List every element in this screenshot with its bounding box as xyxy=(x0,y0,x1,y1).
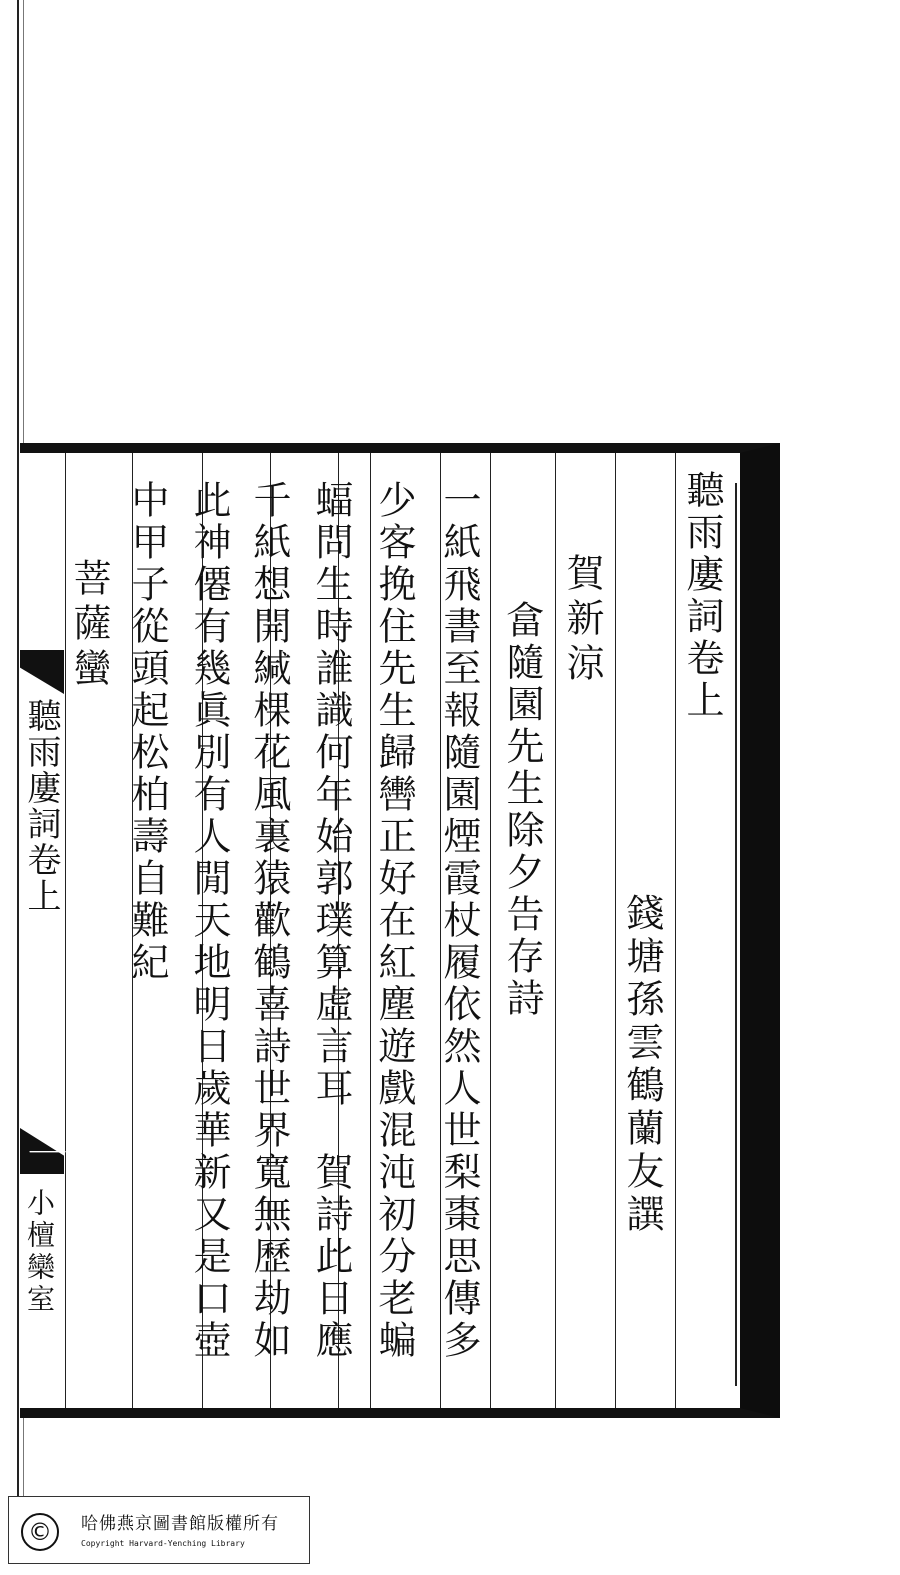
poem-line: 蝠問生時誰識何年始郭璞算虛言耳 賀詩此日應 xyxy=(309,480,353,1362)
poem-preface: 畣隨園先生除夕告存詩 xyxy=(500,600,544,1020)
fold-title: 聽雨廔詞卷上 xyxy=(21,698,61,914)
poem-title: 賀新涼 xyxy=(560,553,604,688)
column-rule xyxy=(370,453,371,1408)
fish-tail-mark xyxy=(20,650,64,694)
poem-line: 一紙飛書至報隨園煙霞杖履依然人世梨棗思傳多 xyxy=(437,480,481,1362)
copyright-chinese: 哈佛燕京圖書館版權所有 xyxy=(81,1514,279,1534)
next-tune-title: 菩薩蠻 xyxy=(67,558,111,693)
column-rule xyxy=(675,453,676,1408)
poem-line: 中甲子從頭起松柏壽自難紀 xyxy=(125,480,169,984)
poem-line: 千紙想開緘棵花風裏猿歡鶴喜詩世界寬無歷劫如 xyxy=(247,480,291,1362)
studio-name: 小檀欒室 xyxy=(23,1188,56,1316)
poem-line: 少客挽住先生歸轡正好在紅塵遊戲混沌初分老蝙 xyxy=(372,480,416,1362)
column-rule xyxy=(490,453,491,1408)
page-number: 一 xyxy=(21,1133,67,1180)
column-rule xyxy=(555,453,556,1408)
copyright-icon: © xyxy=(21,1513,59,1551)
inner-border xyxy=(735,483,737,1386)
volume-title: 聽雨廔詞卷上 xyxy=(680,470,724,722)
author-line: 錢塘孫雲鶴蘭友譔 xyxy=(620,893,664,1237)
copyright-english: Copyright Harvard-Yenching Library xyxy=(81,1539,245,1548)
copyright-stamp xyxy=(8,1496,310,1564)
fold-strip xyxy=(20,453,65,1408)
column-rule xyxy=(615,453,616,1408)
column-rule xyxy=(65,453,66,1408)
poem-line: 此神僊有幾眞別有人閒天地明日歲華新又是口壺 xyxy=(187,480,231,1362)
